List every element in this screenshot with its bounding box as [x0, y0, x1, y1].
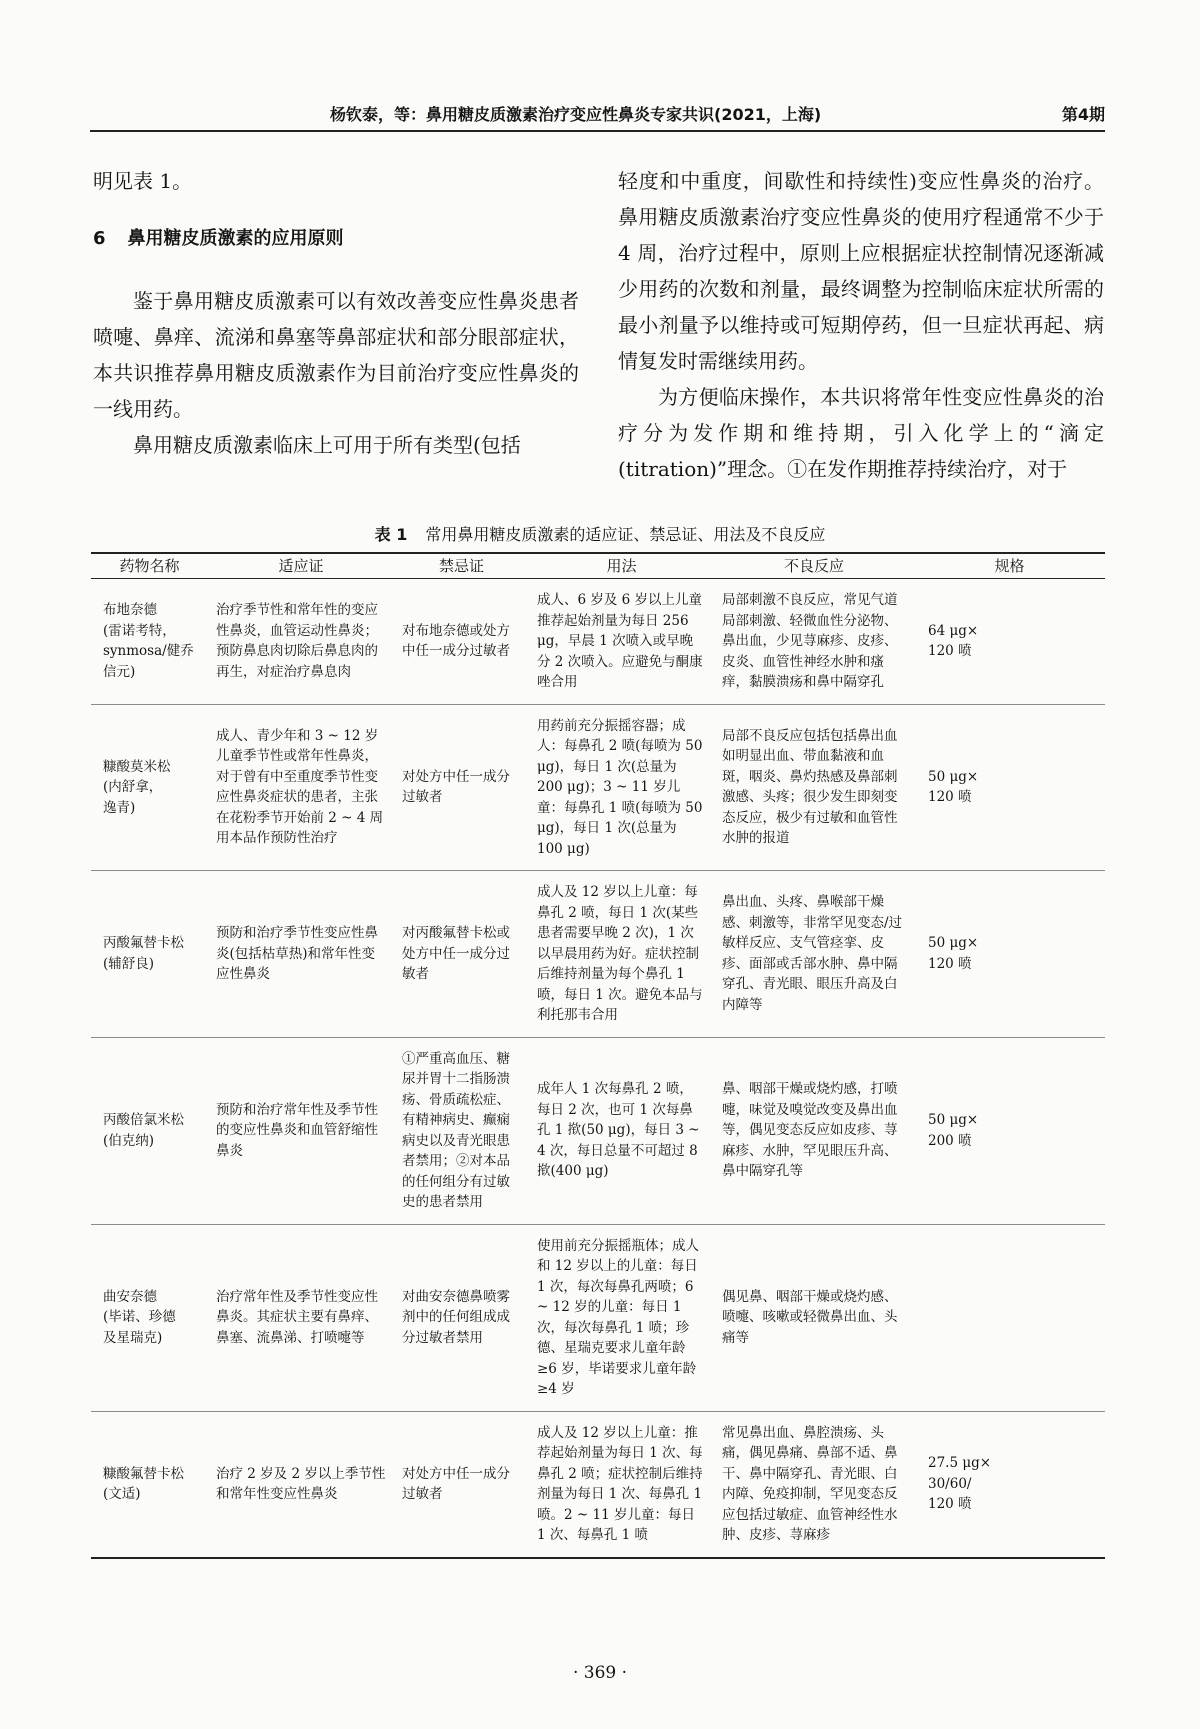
- running-header: [90, 96, 1105, 126]
- column-header: 不良反应: [714, 553, 914, 579]
- adverse-reaction-cell: 常见鼻出血、鼻腔溃疡、头痛，偶见鼻痛、鼻部不适、鼻干、鼻中隔穿孔、青光眼、白内障、免疫抑制，罕见变态反应包括过敏症、血管神经性水肿、皮疹、荨麻疹: [714, 1411, 914, 1558]
- contraindication-cell: 对布地奈德或处方中任一成分过敏者: [394, 579, 529, 705]
- drug-name-cell: 布地奈德 (雷诺考特， synmosa/健乔 信元): [91, 579, 208, 705]
- left-column: [93, 163, 579, 463]
- indication-cell: 治疗季节性和常年性的变应性鼻炎，血管运动性鼻炎；预防鼻息肉切除后鼻息肉的再生，对症治疗鼻息肉: [208, 579, 394, 705]
- contraindication-cell: 对曲安奈德鼻喷雾剂中的任何组成成分过敏者禁用: [394, 1224, 529, 1411]
- usage-cell: 成人、6 岁及 6 岁以上儿童推荐起始剂量为每日 256 μg，早晨 1 次喷入或早晚分 2 次喷入。应避免与酮康唑合用: [529, 579, 714, 705]
- table-number: 表 1: [374, 525, 408, 544]
- drug-name-cell: 丙酸倍氯米松 (伯克纳): [91, 1037, 208, 1224]
- adverse-reaction-cell: 鼻、咽部干燥或烧灼感，打喷嚏，味觉及嗅觉改变及鼻出血等，偶见变态反应如皮疹、荨麻疹、水肿，罕见眼压升高、鼻中隔穿孔等: [714, 1037, 914, 1224]
- indication-cell: 治疗 2 岁及 2 岁以上季节性和常年性变应性鼻炎: [208, 1411, 394, 1558]
- table-row: [91, 579, 1105, 705]
- adverse-reaction-cell: 局部刺激不良反应，常见气道局部刺激、轻微血性分泌物、鼻出血，少见荨麻疹、皮疹、皮炎、血管性神经水肿和瘙痒，黏膜溃疡和鼻中隔穿孔: [714, 579, 914, 705]
- indication-cell: 治疗常年性及季节性变应性鼻炎。其症状主要有鼻痒、鼻塞、流鼻涕、打喷嚏等: [208, 1224, 394, 1411]
- drug-name-cell: 糠酸莫米松 (内舒拿， 逸青): [91, 704, 208, 871]
- column-header: 用法: [529, 553, 714, 579]
- contraindication-cell: ①严重高血压、糖尿并胃十二指肠溃疡、骨质疏松症、有精神病史、癫痫病史以及青光眼患者禁用；②对本品的任何组分有过敏史的患者禁用: [394, 1037, 529, 1224]
- drug-name-cell: 丙酸氟替卡松 (辅舒良): [91, 871, 208, 1038]
- contraindication-cell: 对处方中任一成分过敏者: [394, 704, 529, 871]
- usage-cell: 用药前充分振摇容器；成人：每鼻孔 2 喷(每喷为 50 μg)，每日 1 次(总量为 200 μg)；3 ~ 11 岁儿童：每鼻孔 1 喷(每喷为 50 μg)，每日 1 次(总量为 100 μg): [529, 704, 714, 871]
- table-row: [91, 704, 1105, 871]
- specification-cell: 50 μg× 120 喷: [914, 704, 1105, 871]
- table-row: [91, 871, 1105, 1038]
- specification-cell: 64 μg× 120 喷: [914, 579, 1105, 705]
- adverse-reaction-cell: 鼻出血、头疼、鼻喉部干燥感、刺激等，非常罕见变态/过敏样反应、支气管痉挛、皮疹、面部或舌部水肿、鼻中隔穿孔、青光眼、眼压升高及白内障等: [714, 871, 914, 1038]
- adverse-reaction-cell: 局部不良反应包括包括鼻出血如明显出血、带血黏液和血斑，咽炎、鼻灼热感及鼻部刺激感、头疼；很少发生即刻变态反应，极少有过敏和血管性水肿的报道: [714, 704, 914, 871]
- usage-cell: 成年人 1 次每鼻孔 2 喷，每日 2 次，也可 1 次每鼻孔 1 揿(50 μg)，每日 3 ~ 4 次，每日总量不可超过 8 揿(400 μg): [529, 1037, 714, 1224]
- paragraph: 为方便临床操作，本共识将常年性变应性鼻炎的治疗分为发作期和维持期，引入化学上的“滴定(titration)”理念。①在发作期推荐持续治疗，对于: [618, 385, 1104, 481]
- paragraph: 鼻用糖皮质激素临床上可用于所有类型(包括: [133, 433, 521, 457]
- contraindication-cell: 对丙酸氟替卡松或处方中任一成分过敏者: [394, 871, 529, 1038]
- table-row: [91, 1224, 1105, 1411]
- column-header: 规格: [914, 553, 1105, 579]
- indication-cell: 成人、青少年和 3 ~ 12 岁儿童季节性或常年性鼻炎，对于曾有中至重度季节性变应性鼻炎症状的患者，主张在花粉季节开始前 2 ~ 4 周用本品作预防性治疗: [208, 704, 394, 871]
- adverse-reaction-cell: 偶见鼻、咽部干燥或烧灼感、喷嚏、咳嗽或轻微鼻出血、头痛等: [714, 1224, 914, 1411]
- paragraph: 轻度和中重度，间歇性和持续性)变应性鼻炎的治疗。鼻用糖皮质激素治疗变应性鼻炎的使用疗程通常不少于 4 周，治疗过程中，原则上应根据症状控制情况逐渐减少用药的次数和剂量，最终调整为控制临床症状所需的最小剂量予以维持或可短期停药，但一旦症状再起、病情复发时需继续用药。: [618, 169, 1104, 373]
- paragraph: 鉴于鼻用糖皮质激素可以有效改善变应性鼻炎患者喷嚏、鼻痒、流涕和鼻塞等鼻部症状和部分眼部症状，本共识推荐鼻用糖皮质激素作为目前治疗变应性鼻炎的一线用药。: [93, 289, 579, 421]
- page-number: · 369 ·: [572, 1663, 628, 1683]
- specification-cell: 50 μg× 200 喷: [914, 1037, 1105, 1224]
- drug-name-cell: 曲安奈德 (毕诺、珍德 及星瑞克): [91, 1224, 208, 1411]
- section-heading: [93, 221, 579, 257]
- usage-cell: 成人及 12 岁以上儿童：每鼻孔 2 喷，每日 1 次(某些患者需要早晚 2 次)，1 次以早晨用药为好。症状控制后维持剂量为每个鼻孔 1 喷，每日 1 次。避免本品与利托那韦合用: [529, 871, 714, 1038]
- indication-cell: 预防和治疗季节性变应性鼻炎(包括枯草热)和常年性变应性鼻炎: [208, 871, 394, 1038]
- header-rule: [90, 130, 1105, 132]
- column-header: 适应证: [208, 553, 394, 579]
- specification-cell: [914, 1224, 1105, 1411]
- table-title: 常用鼻用糖皮质激素的适应证、禁忌证、用法及不良反应: [425, 525, 826, 544]
- section-number: 6: [93, 228, 106, 249]
- specification-cell: 50 μg× 120 喷: [914, 871, 1105, 1038]
- section-title: 鼻用糖皮质激素的应用原则: [127, 228, 344, 249]
- column-header: 药物名称: [91, 553, 208, 579]
- issue-number: 第4期: [1061, 105, 1105, 124]
- specification-cell: 27.5 μg× 30/60/ 120 喷: [914, 1411, 1105, 1558]
- indication-cell: 预防和治疗常年性及季节性的变应性鼻炎和血管舒缩性鼻炎: [208, 1037, 394, 1224]
- running-title: 杨钦泰，等：鼻用糖皮质激素治疗变应性鼻炎专家共识(2021，上海): [330, 105, 822, 124]
- table-caption: [0, 522, 1200, 545]
- table-row: [91, 1037, 1105, 1224]
- usage-cell: 成人及 12 岁以上儿童：推荐起始剂量为每日 1 次、每鼻孔 2 喷；症状控制后维持剂量为每日 1 次、每鼻孔 1 喷。2 ~ 11 岁儿童：每日 1 次、每鼻孔 1 喷: [529, 1411, 714, 1558]
- column-header: 禁忌证: [394, 553, 529, 579]
- paragraph: 明见表 1。: [93, 169, 193, 193]
- contraindication-cell: 对处方中任一成分过敏者: [394, 1411, 529, 1558]
- table-header-row: [91, 553, 1105, 579]
- drug-table: [91, 552, 1105, 1559]
- table-row: [91, 1411, 1105, 1558]
- drug-name-cell: 糠酸氟替卡松 (文适): [91, 1411, 208, 1558]
- usage-cell: 使用前充分振摇瓶体；成人和 12 岁以上的儿童：每日 1 次，每次每鼻孔两喷；6 ~ 12 岁的儿童：每日 1 次，每次每鼻孔 1 喷；珍德、星瑞克要求儿童年龄 ≥6 岁，毕诺要求儿童年龄 ≥4 岁: [529, 1224, 714, 1411]
- right-column: [618, 163, 1104, 487]
